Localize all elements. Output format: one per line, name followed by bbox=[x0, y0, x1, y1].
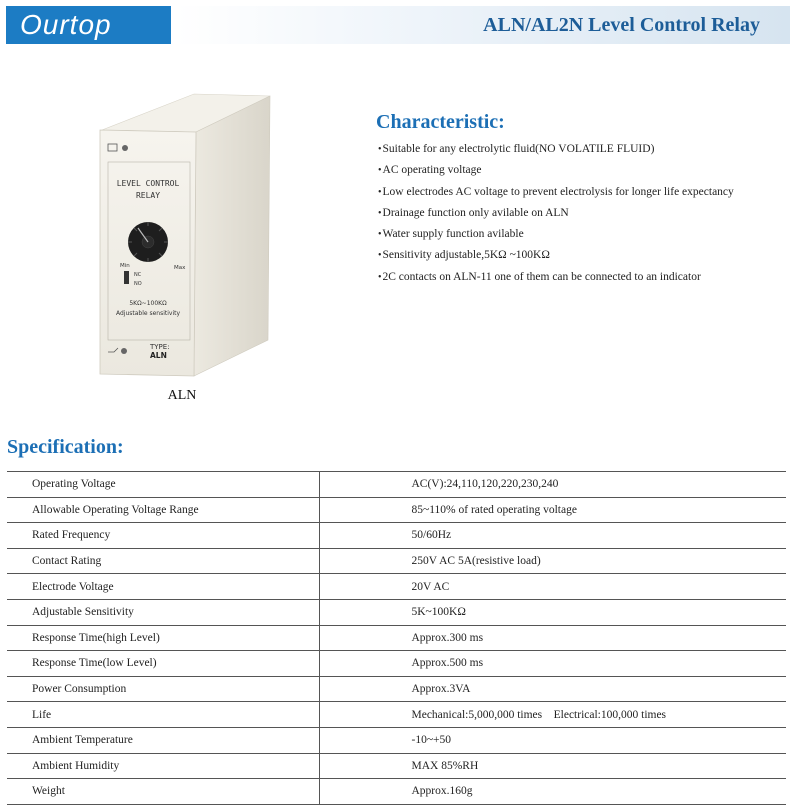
table-row bbox=[7, 548, 786, 574]
list-item: • Drainage function only avilable on ALN bbox=[378, 203, 796, 224]
list-item: • AC operating voltage bbox=[378, 160, 796, 181]
relay-side-face bbox=[194, 96, 270, 376]
table-row bbox=[7, 676, 786, 702]
spec-value: Approx.500 ms bbox=[319, 651, 786, 677]
table-row bbox=[7, 599, 786, 625]
relay-label-line2: RELAY bbox=[135, 191, 161, 200]
spec-label: Adjustable Sensitivity bbox=[7, 599, 319, 625]
type-label: TYPE: bbox=[150, 343, 170, 351]
nc-label: NC bbox=[134, 272, 142, 278]
dial-max-label: Max bbox=[174, 265, 186, 271]
brand-logo: Ourtop bbox=[20, 9, 112, 40]
characteristic-list bbox=[378, 139, 796, 288]
spec-label: Response Time(high Level) bbox=[7, 625, 319, 651]
characteristic-title: Characteristic: bbox=[376, 111, 505, 133]
spec-label: Weight bbox=[7, 779, 319, 805]
specification-table bbox=[7, 471, 786, 805]
spec-label: Operating Voltage bbox=[7, 472, 319, 498]
type-value: ALN bbox=[150, 351, 167, 360]
table-row bbox=[7, 779, 786, 805]
dial-min-label: Min bbox=[120, 263, 130, 269]
table-row bbox=[7, 702, 786, 728]
list-item: • Suitable for any electrolytic fluid(NO VOLATILE FLUID) bbox=[378, 139, 796, 160]
table-row bbox=[7, 523, 786, 549]
spec-value: Approx.160g bbox=[319, 779, 786, 805]
spec-value: AC(V):24,110,120,220,230,240 bbox=[319, 472, 786, 498]
spec-value: 50/60Hz bbox=[319, 523, 786, 549]
relay-label-line1: LEVEL CONTROL bbox=[116, 179, 180, 188]
spec-value: Approx.300 ms bbox=[319, 625, 786, 651]
logo-box bbox=[6, 6, 171, 44]
list-item: • Sensitivity adjustable,5KΩ ~100KΩ bbox=[378, 245, 796, 266]
title-bar bbox=[175, 6, 790, 44]
list-item: • 2C contacts on ALN-11 one of them can be connected to an indicator bbox=[378, 267, 796, 288]
table-row bbox=[7, 727, 786, 753]
spec-label: Ambient Humidity bbox=[7, 753, 319, 779]
spec-label: Life bbox=[7, 702, 319, 728]
table-row bbox=[7, 753, 786, 779]
spec-label: Contact Rating bbox=[7, 548, 319, 574]
range-label: 5KΩ~100KΩ bbox=[129, 300, 167, 307]
spec-value: 250V AC 5A(resistive load) bbox=[319, 548, 786, 574]
page-header bbox=[6, 6, 790, 44]
table-row bbox=[7, 625, 786, 651]
spec-label: Allowable Operating Voltage Range bbox=[7, 497, 319, 523]
no-label: NO bbox=[134, 281, 142, 287]
relay-led-bottom bbox=[121, 348, 127, 354]
spec-value: 20V AC bbox=[319, 574, 786, 600]
page-title: ALN/AL2N Level Control Relay bbox=[483, 13, 760, 36]
relay-led-top bbox=[122, 145, 128, 151]
adjust-label: Adjustable sensitivity bbox=[115, 310, 181, 317]
list-item: • Low electrodes AC voltage to prevent electrolysis for longer life expectancy bbox=[378, 182, 796, 203]
spec-label: Rated Frequency bbox=[7, 523, 319, 549]
spec-value: 85~110% of rated operating voltage bbox=[319, 497, 786, 523]
spec-value: Approx.3VA bbox=[319, 676, 786, 702]
relay-product-image bbox=[98, 90, 274, 380]
spec-value: 5K~100KΩ bbox=[319, 599, 786, 625]
spec-value: MAX 85%RH bbox=[319, 753, 786, 779]
spec-label: Electrode Voltage bbox=[7, 574, 319, 600]
spec-value: -10~+50 bbox=[319, 727, 786, 753]
table-row bbox=[7, 497, 786, 523]
table-row bbox=[7, 472, 786, 498]
table-row bbox=[7, 651, 786, 677]
spec-label: Ambient Temperature bbox=[7, 727, 319, 753]
spec-value: Mechanical:5,000,000 times Electrical:100,000 times bbox=[319, 702, 786, 728]
product-caption: ALN bbox=[167, 388, 197, 403]
nc-no-switch bbox=[124, 271, 129, 284]
table-row bbox=[7, 574, 786, 600]
spec-label: Response Time(low Level) bbox=[7, 651, 319, 677]
specification-title: Specification: bbox=[7, 436, 124, 458]
spec-label: Power Consumption bbox=[7, 676, 319, 702]
list-item: • Water supply function avilable bbox=[378, 224, 796, 245]
